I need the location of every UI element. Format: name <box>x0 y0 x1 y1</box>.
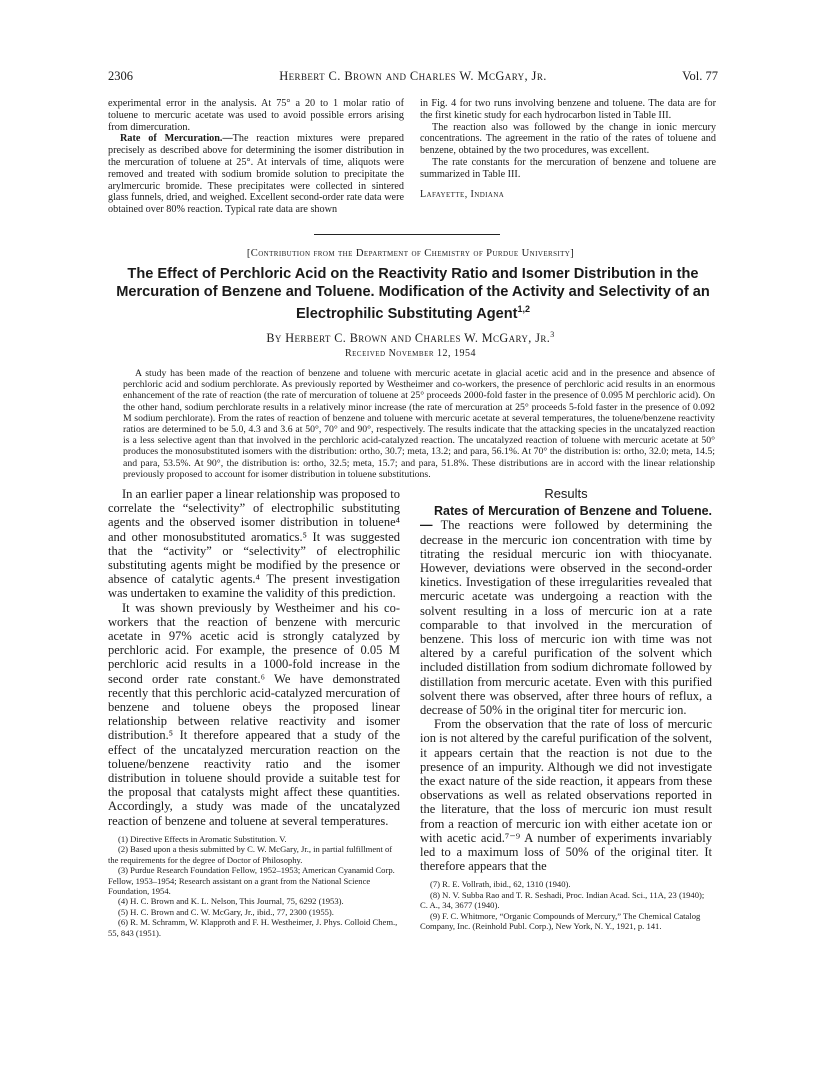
footnote: (9) F. C. Whitmore, “Organic Compounds of Mercury,” The Chemical Catalog Company, Inc. (Reinhold Publ. Corp.), New York, N. Y., 1921, p. 141. <box>420 910 701 932</box>
title-line-text: Electrophilic Substituting Agent <box>295 305 518 322</box>
previous-article-left-column <box>108 98 404 216</box>
byline-text: By Herbert C. Brown and Charles W. McGary, Jr. <box>266 331 551 346</box>
article-divider <box>314 234 500 235</box>
paragraph-text: The reactions were followed by determining the decrease in the mercuric ion concentration with time by titrating the residual mercuric ion with thiocyanate. However, deviations were observed in the second-order kinetics. Investigation of these irregularities revealed that mercuric acetate was undergoing a reaction with the solvent resulting in a loss of mercuric ion at a rate comparable to that involved in the mercuration of benzene. This loss of mercuric ion with time was not altered by a careful purification of the solvent which included distillation from sodium dichromate followed by distillation from mercuric acetate. Even with this purified solvent there was observed, after three hours of reflux, a decrease of 50% in the original titer for mercuric ion. <box>420 518 712 718</box>
title-line <box>108 301 718 323</box>
body-right-column <box>420 487 712 932</box>
footnote: (1) Directive Effects in Aromatic Substitution. V. <box>118 833 287 844</box>
article-title <box>108 266 718 323</box>
contribution-line: [Contribution from the Department of Chemistry of Purdue University] <box>246 248 575 259</box>
volume-label: Vol. 77 <box>682 69 718 83</box>
run-in-heading: Rate of Mercuration.— <box>120 133 233 145</box>
location-signoff: Lafayette, Indiana <box>420 188 505 200</box>
section-heading: Results <box>544 486 588 501</box>
running-head <box>108 69 718 85</box>
abstract: A study has been made of the reaction of benzene and toluene with mercuric acetate in glacial acetic acid and in the presence and absence of perchloric acid and sodium perchlorate. As previously reported by Westheimer and co-workers, the presence of perchloric acid results in an enormous enhancement of the rate of reaction (the rate of mercuration of toluene at 25° proceeds 2000-fold faster in the presence of 0.095 M perchloric acid). On the other hand, sodium perchlorate results in a relatively minor increase (the rate of mercuration at 25° proceeds 5-fold faster in the presence of 0.092 M sodium perchlorate). From the rates of reaction of benzene and toluene with mercuric acetate at several temperatures, the toluene/benzene reactivity ratios are determined to be 5.0, 4.3 and 3.6 at 50°, 70° and 90°, respectively. The results indicate that the attacking species in the uncatalyzed reaction is a less selective agent than that involved in the perchloric acid-catalyzed reaction. The uncatalyzed reaction of toluene with mercuric acetate at 50° produces the monosubstituted isomers with the distribution: ortho, 30.7; meta, 13.2; and para, 56.1%. At 70° the distribution is: ortho, 32.0; meta, 14.5; and para, 53.5%. At 90°, the distribution is: ortho, 32.5; meta, 15.7; and para, 51.8%. These distributions are in accord with the linear relationship previously proposed to account for isomer distribution in toluene substitutions. <box>123 368 715 480</box>
footnote: (7) R. E. Vollrath, ibid., 62, 1310 (1940). <box>430 879 571 890</box>
footnotes <box>420 879 712 931</box>
footnote: (8) N. V. Subba Rao and T. R. Seshadi, Proc. Indian Acad. Sci., 11A, 23 (1940); C. A., 34, 3677 (1940). <box>420 889 705 911</box>
paragraph-text: The reaction mixtures were prepared precisely as described above for determining the isomer distribution in the mercuration of toluene at 25°. At intervals of time, aliquots were removed and treated with sodium bromide solution to precipitate the arylmercuric bromide. These precipitates were collected in sintered glass funnels, dried, and weighed. Excellent second-order rate data were obtained over 80% reaction. Typical rate data are shown <box>108 133 404 216</box>
paragraph: The rate constants for the mercuration of benzene and toluene are summarized in Table III. <box>420 156 716 180</box>
paragraph: In an earlier paper a linear relationship was proposed to correlate the “selectivity” of electrophilic substituting agents and the observed isomer distribution in toluene⁴ and other monosubstituted aromatics.⁵ It was suggested that the “activity” or “selectivity” of electrophilic substituting agents might be modified by the presence or absence of catalytic agents.⁴ The present investigation was undertaken to examine the validity of this prediction. <box>108 487 401 601</box>
paragraph: The reaction also was followed by the change in ionic mercury concentrations. The agreement in the ratio of the rates of toluene and benzene, obtained by the two procedures, was excellent. <box>420 121 716 157</box>
body-left-column <box>108 487 400 938</box>
paragraph <box>108 133 404 216</box>
footnote: (3) Purdue Research Foundation Fellow, 1952–1953; American Cyanamid Corp. Fellow, 1953–1954; Research assistant on a grant from the National Science Foundation, 1954. <box>108 865 395 896</box>
footnotes <box>108 834 400 938</box>
previous-article-right-column <box>420 98 716 200</box>
footnote: (6) R. M. Schramm, W. Klapproth and F. H. Westheimer, J. Phys. Colloid Chem., 55, 843 (1951). <box>108 917 398 938</box>
paragraph <box>420 504 712 717</box>
title-footnote-marker: 1,2 <box>517 304 531 314</box>
received-date: Received November 12, 1954 <box>344 348 477 359</box>
running-head-authors: Herbert C. Brown and Charles W. McGary, Jr. <box>279 69 547 83</box>
subsection-heading: Rates of Mercuration of Benzene and Toluene.— <box>420 504 712 533</box>
footnote: (4) H. C. Brown and K. L. Nelson, This Journal, 75, 6292 (1953). <box>118 896 344 907</box>
paragraph: in Fig. 4 for two runs involving benzene and toluene. The data are for the first kinetic study for each hydrocarbon listed in Table III. <box>420 98 716 121</box>
paragraph: It was shown previously by Westheimer and his co-workers that the reaction of benzene with mercuric acetate in 97% acetic acid is strongly catalyzed by perchloric acid. For example, the presence of 0.05 M perchloric acid results in a 1000-fold increase in the second order rate constant.⁶ We have demonstrated recently that this perchloric acid-catalyzed mercuration of benzene and toluene obeys the proposed linear relationship between relative reactivity and isomer distribution.⁵ It therefore appeared that a study of the effect of the uncatalyzed mercuration reaction on the toluene/benzene reactivity ratio and the isomer distribution in toluene should provide a suitable test for the proposal that catalysts might affect these quantities. Accordingly, a study was made of the uncatalyzed reaction of benzene and toluene at several temperatures. <box>108 600 400 828</box>
title-line: The Effect of Perchloric Acid on the Reactivity Ratio and Isomer Distribution in the <box>127 266 699 282</box>
title-line: Mercuration of Benzene and Toluene. Modification of the Activity and Selectivity of an <box>116 283 710 300</box>
paragraph: From the observation that the rate of loss of mercuric ion is not altered by the careful purification of the solvent, it appears certain that the reaction is not due to the presence of an impurity. Although we did not investigate the exact nature of the side reaction, it appears from these observations as well as related observations reported in the literature, that the loss of mercuric ion must result from a reaction of mercuric ion with either acetate ion or with acetic acid.⁷⁻⁹ A number of experiments invariably led to a maximum loss of 50% of the original titer. It therefore appears that the <box>420 717 712 874</box>
footnote: (2) Based upon a thesis submitted by C. W. McGary, Jr., in partial fulfillment of the requirements for the degree of Doctor of Philosophy. <box>108 844 393 865</box>
byline-footnote-marker: 3 <box>550 330 555 339</box>
page-number: 2306 <box>108 69 133 83</box>
footnote: (5) H. C. Brown and C. W. McGary, Jr., ibid., 77, 2300 (1955). <box>118 906 334 917</box>
paragraph: experimental error in the analysis. At 75° a 20 to 1 molar ratio of toluene to mercuric acetate was used to avoid possible errors arising from dimercuration. <box>108 98 404 133</box>
author-byline <box>0 330 821 346</box>
